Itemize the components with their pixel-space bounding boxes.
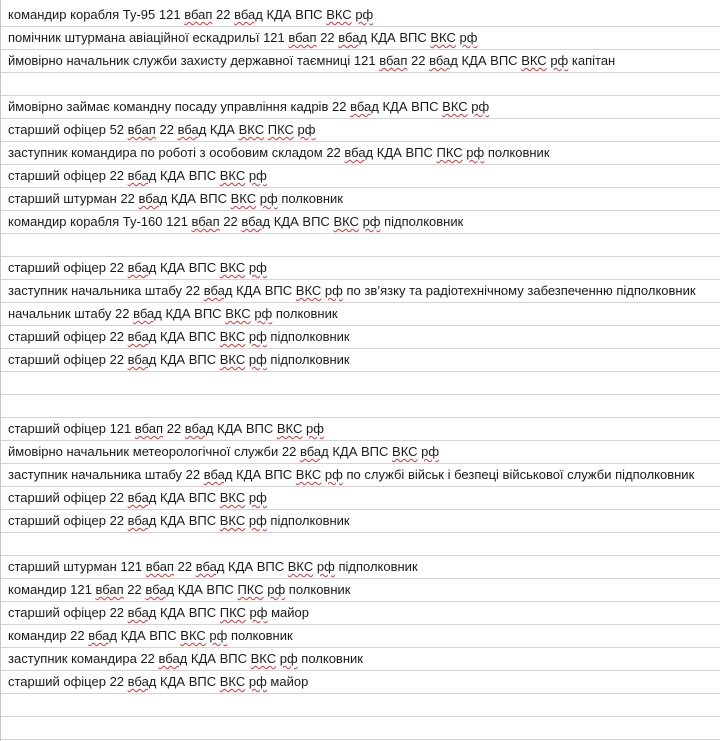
cell[interactable]: старший офіцер 22 вбад КДА ВПС ВКС рф підполковник [8,352,350,367]
cell[interactable]: старший офіцер 22 вбад КДА ВПС ВКС рф майор [8,674,309,689]
table-row [1,234,720,257]
table-row [1,464,720,487]
cell[interactable]: старший офіцер 22 вбад КДА ВПС ПКС рф майор [8,605,309,620]
cell[interactable]: заступник командира 22 вбад КДА ВПС ВКС рф полковник [8,651,363,666]
cell[interactable]: старший штурман 22 вбад КДА ВПС ВКС рф полковник [8,191,343,206]
table-row [1,671,720,694]
cell[interactable]: командир корабля Ту-160 121 вбап 22 вбад КДА ВПС ВКС рф підполковник [8,214,464,229]
table-row [1,648,720,671]
table-row [1,395,720,418]
table-row [1,27,720,50]
table-row [1,602,720,625]
cell[interactable]: ймовірно займає командну посаду управління кадрів 22 вбад КДА ВПС ВКС рф [8,99,490,114]
table-row [1,50,720,73]
cell[interactable]: командир корабля Ту-95 121 вбап 22 вбад КДА ВПС ВКС рф [8,7,374,22]
table-row [1,4,720,27]
table-row [1,487,720,510]
table-row [1,418,720,441]
cell[interactable]: начальник штабу 22 вбад КДА ВПС ВКС рф полковник [8,306,338,321]
cell[interactable]: старший офіцер 22 вбад КДА ВПС ВКС рф [8,490,267,505]
table-row [1,372,720,395]
table-row [1,119,720,142]
table-row [1,556,720,579]
cell[interactable]: ймовірно начальник служби захисту державної таємниці 121 вбап 22 вбад КДА ВПС ВКС рф капітан [8,53,616,68]
table-row [1,694,720,717]
cell[interactable]: заступник начальника штабу 22 вбад КДА ВПС ВКС рф по зв’язку та радіотехнічному забезпеченню підполковник [8,283,696,298]
table-row [1,326,720,349]
cell[interactable]: помічник штурмана авіаційної ескадрильї 121 вбап 22 вбад КДА ВПС ВКС рф [8,30,478,45]
cell[interactable]: старший штурман 121 вбап 22 вбад КДА ВПС ВКС рф підполковник [8,559,418,574]
cell[interactable]: старший офіцер 22 вбад КДА ВПС ВКС рф [8,168,267,183]
cell[interactable]: заступник начальника штабу 22 вбад КДА ВПС ВКС рф по службі військ і безпеці військової служби підполковник [8,467,695,482]
table-row [1,579,720,602]
cell[interactable]: командир 121 вбап 22 вбад КДА ВПС ПКС рф полковник [8,582,351,597]
table-row [1,73,720,96]
table-row [1,510,720,533]
cell[interactable]: заступник командира по роботі з особовим складом 22 вбад КДА ВПС ПКС рф полковник [8,145,550,160]
table-row [1,211,720,234]
table-row [1,441,720,464]
table-row [1,165,720,188]
table-row [1,280,720,303]
cell[interactable]: ймовірно начальник метеорологічної служби 22 вбад КДА ВПС ВКС рф [8,444,440,459]
table-row [1,625,720,648]
cell[interactable]: старший офіцер 22 вбад КДА ВПС ВКС рф підполковник [8,329,350,344]
cell[interactable]: старший офіцер 121 вбап 22 вбад КДА ВПС ВКС рф [8,421,324,436]
table-row [1,188,720,211]
table-row [1,303,720,326]
table-row [1,349,720,372]
cell[interactable]: старший офіцер 52 вбап 22 вбад КДА ВКС ПКС рф [8,122,316,137]
table-row [1,96,720,119]
table-row [1,142,720,165]
table-row [1,257,720,280]
table-row [1,717,720,740]
cell[interactable]: старший офіцер 22 вбад КДА ВПС ВКС рф [8,260,267,275]
table-row [1,533,720,556]
cell[interactable]: старший офіцер 22 вбад КДА ВПС ВКС рф підполковник [8,513,350,528]
cell[interactable]: командир 22 вбад КДА ВПС ВКС рф полковник [8,628,293,643]
